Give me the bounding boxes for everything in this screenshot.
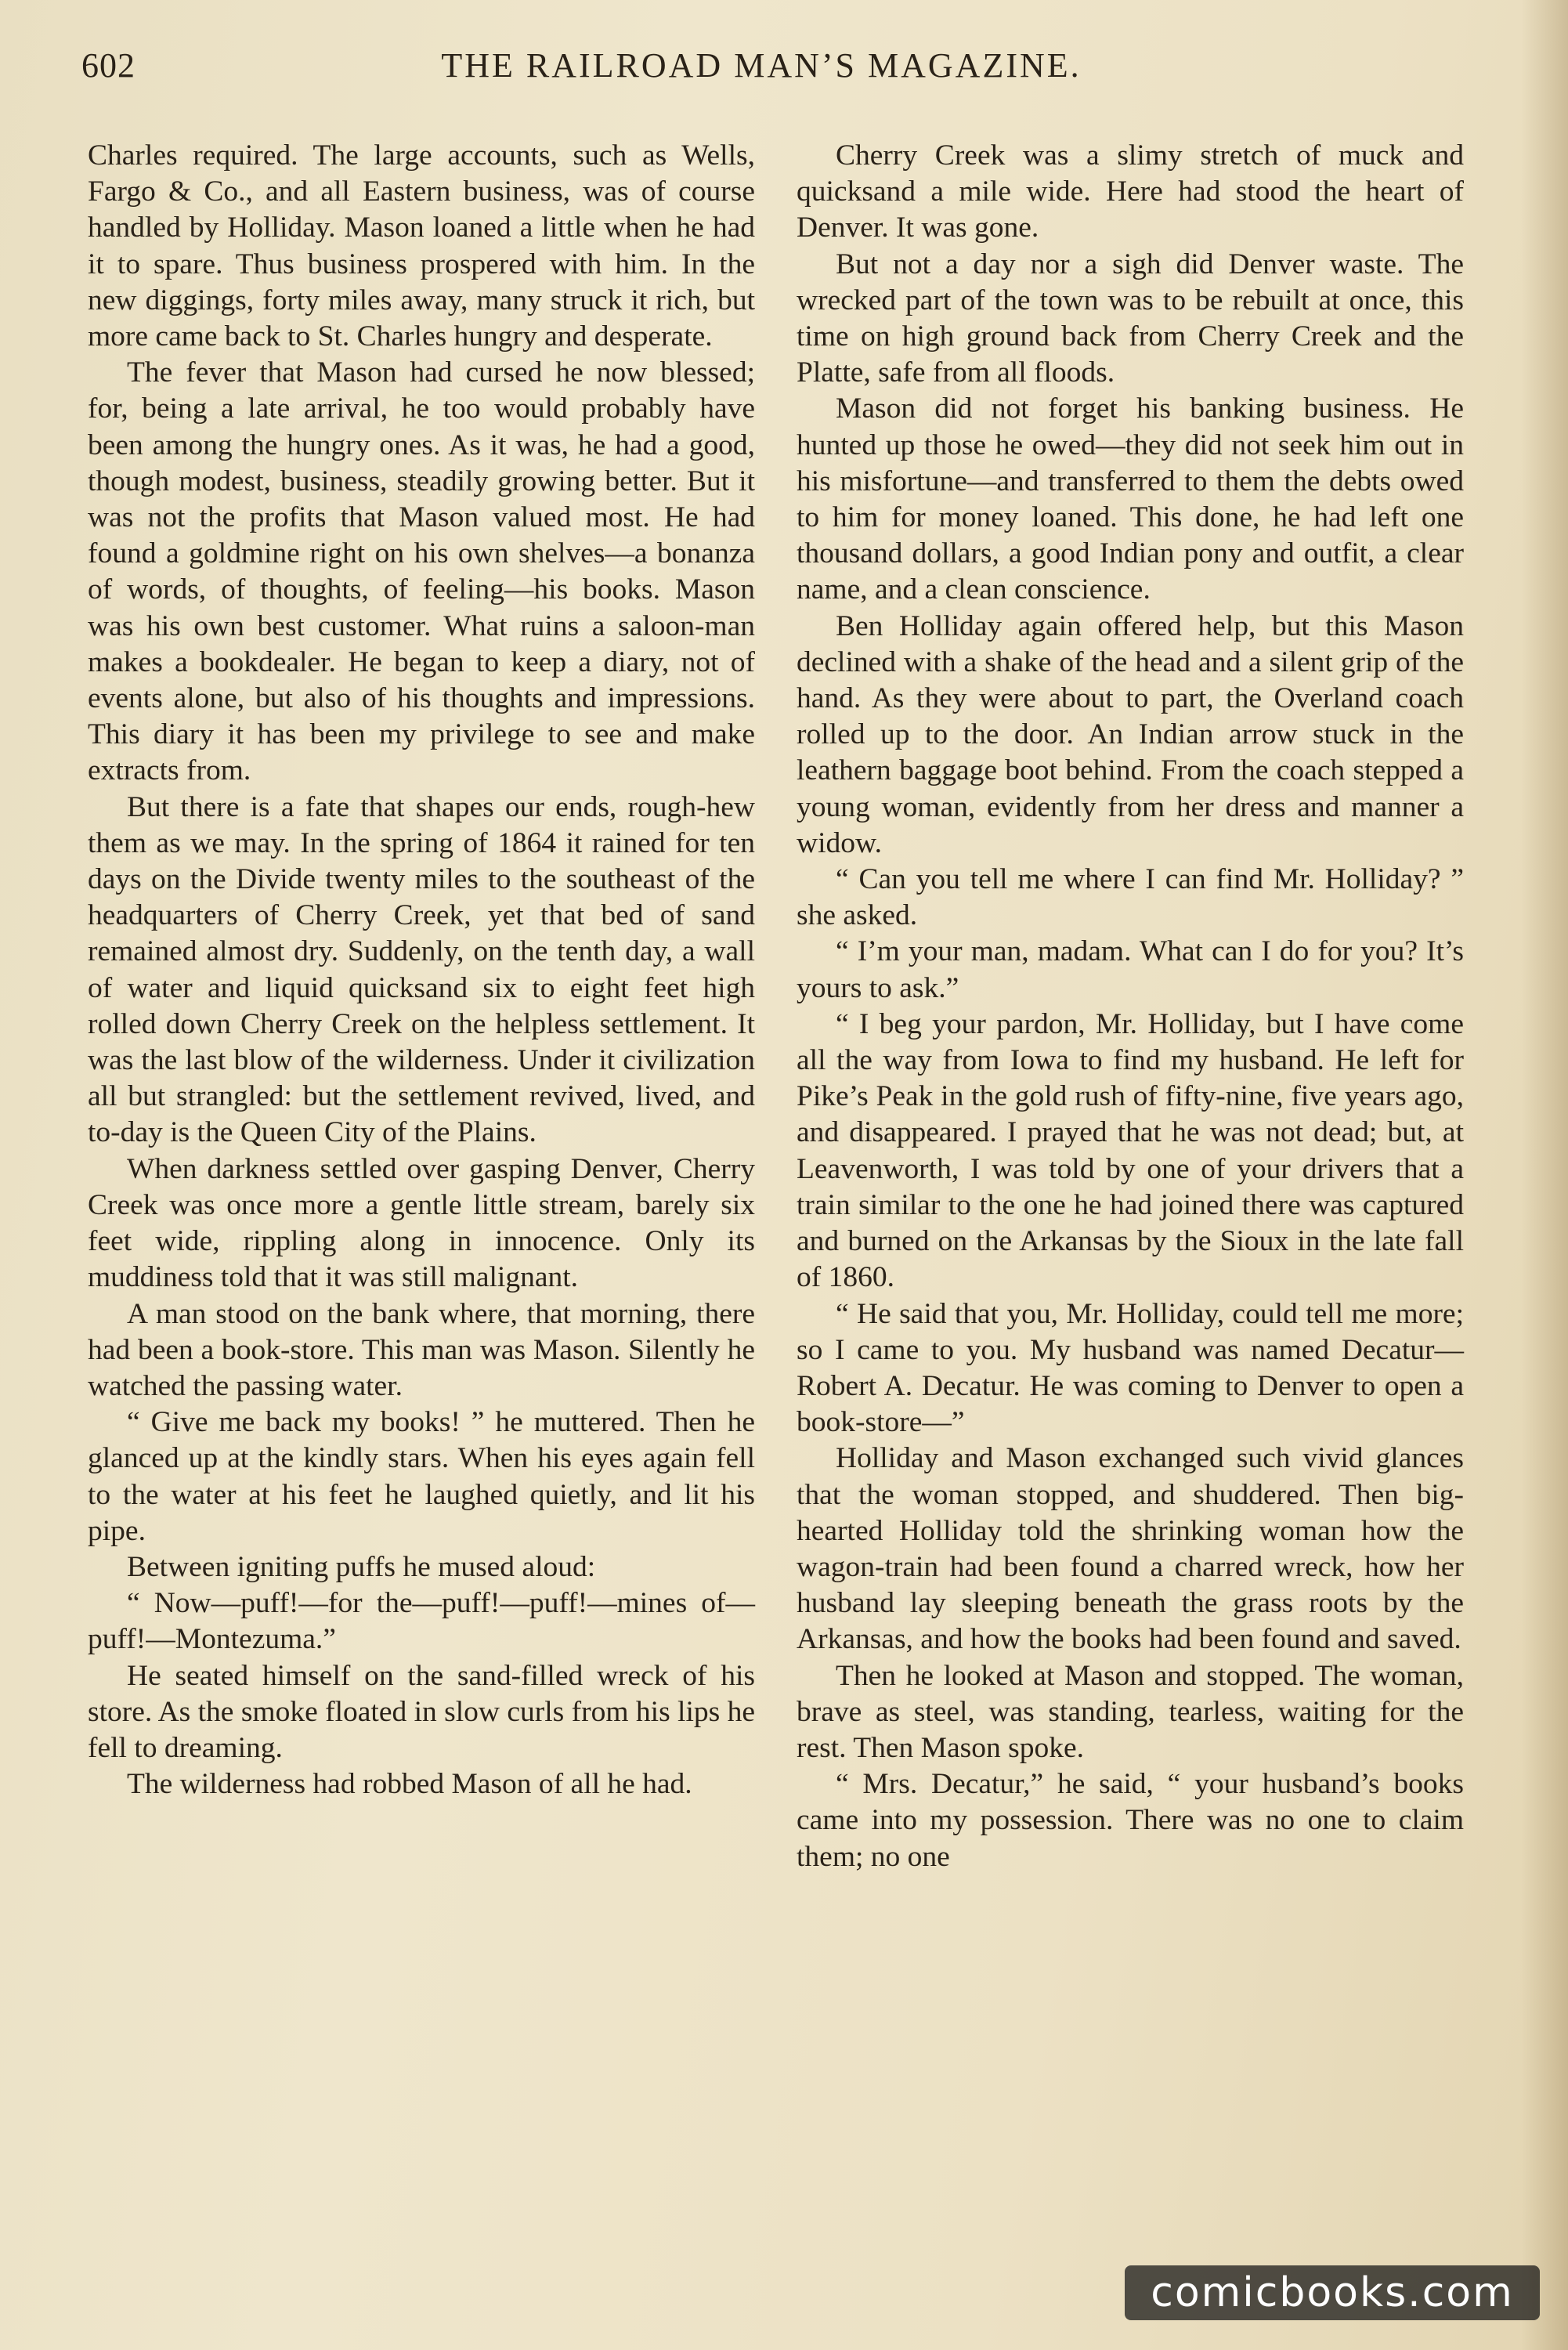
running-head: THE RAILROAD MAN’S MAGAZINE. — [441, 46, 1082, 85]
page-edge-shadow — [1521, 0, 1568, 2350]
paragraph: Ben Holliday again offered help, but this Mason declined with a shake of the head and a silent grip of the hand. As they were about to part, the Overland coach rolled up to the door. An Indian arrow stuck in the leathern baggage boot behind. From the coach stepped a young woman, evidently from her dress and manner a widow. — [797, 609, 1464, 859]
right-column — [797, 138, 1464, 1875]
paragraph: Then he looked at Mason and stopped. The woman, brave as steel, was standing, tearless, waiting for the rest. Then Mason spoke. — [797, 1659, 1464, 1764]
paragraph: “ I beg your pardon, Mr. Holliday, but I have come all the way from Iowa to find my husband. He left for Pike’s Peak in the gold rush of fifty-nine, five years ago, and disappeared. I prayed that he was not dead; but, at Leavenworth, I was told by one of your drivers that a train similar to the one he had joined there was captured and burned on the Arkansas by the Sioux in the late fall of 1860. — [797, 1007, 1464, 1294]
paragraph: “ Can you tell me where I can find Mr. Holliday? ” she asked. — [797, 863, 1464, 932]
paragraph: “ Now—puff!—for the—puff!—puff!—mines of—puff!—Montezuma.” — [88, 1587, 755, 1656]
watermark-text: comicbooks.com — [1151, 2269, 1514, 2316]
paragraph: “ Mrs. Decatur,” he said, “ your husband’s books came into my possession. There was no one to claim them; no one — [797, 1768, 1464, 1873]
paragraph: But not a day nor a sigh did Denver waste. The wrecked part of the town was to be rebuilt at once, this time on high ground back from Cherry Creek and the Platte, safe from all floods. — [797, 248, 1464, 389]
paragraph: “ Give me back my books! ” he muttered. Then he glanced up at the kindly stars. When his eyes again fell to the water at his feet he laughed quietly, and lit his pipe. — [88, 1406, 755, 1547]
paragraph: He seated himself on the sand-filled wreck of his store. As the smoke floated in slow curls from his lips he fell to dreaming. — [88, 1659, 755, 1764]
paragraph: When darkness settled over gasping Denver, Cherry Creek was once more a gentle little stream, barely six feet wide, rippling along in innocence. Only its muddiness told that it was still malignant. — [88, 1152, 755, 1294]
paragraph: Cherry Creek was a slimy stretch of muck and quicksand a mile wide. Here had stood the heart of Denver. It was gone. — [797, 139, 1464, 244]
paragraph: Mason did not forget his banking business. He hunted up those he owed—they did not seek him out in his misfortune—and transferred to them the debts owed to him for money loaned. This done, he had left one thousand dollars, a good Indian pony and outfit, a clear name, and a clean conscience. — [797, 392, 1464, 606]
paragraph: “ He said that you, Mr. Holliday, could tell me more; so I came to you. My husband was named Decatur—Robert A. Decatur. He was coming to Denver to open a book-store—” — [797, 1297, 1464, 1439]
paragraph: Charles required. The large accounts, such as Wells, Fargo & Co., and all Eastern business, was of course handled by Holliday. Mason loaned a little when he had it to spare. Thus business prospered with him. In the new diggings, forty miles away, many struck it rich, but more came back to St. Charles hungry and desperate. — [88, 139, 755, 353]
paragraph: A man stood on the bank where, that morning, there had been a book-store. This man was Mason. Silently he watched the passing water. — [88, 1297, 755, 1402]
paragraph: But there is a fate that shapes our ends, rough-hew them as we may. In the spring of 1864 it rained for ten days on the Divide twenty miles to the southeast of the headquarters of Cherry Creek, yet that bed of sand remained almost dry. Suddenly, on the tenth day, a wall of water and liquid quicksand six to eight feet high rolled down Cherry Creek on the helpless settlement. It was the last blow of the wilderness. Under it civilization all but strangled: but the settlement revived, lived, and to-day is the Queen City of the Plains. — [88, 790, 755, 1149]
paragraph: The fever that Mason had cursed he now blessed; for, being a late arrival, he too would probably have been among the hungry ones. As it was, he had a good, though modest, business, steadily growing better. But it was not the profits that Mason valued most. He had found a goldmine right on his own shelves—a bonanza of words, of thoughts, of feeling—his books. Mason was his own best customer. What ruins a saloon-man makes a bookdealer. He began to keep a diary, not of events alone, but also of his thoughts and impressions. This diary it has been my privilege to see and make extracts from. — [88, 356, 755, 787]
paragraph: The wilderness had robbed Mason of all he had. — [127, 1768, 692, 1801]
page-number: 602 — [81, 46, 135, 85]
left-column — [88, 138, 755, 1802]
paragraph: Between igniting puffs he mused aloud: — [127, 1550, 596, 1583]
paragraph: “ I’m your man, madam. What can I do for you? It’s yours to ask.” — [797, 935, 1464, 1004]
watermark-badge — [1125, 2265, 1540, 2320]
paragraph: Holliday and Mason exchanged such vivid glances that the woman stopped, and shuddered. Then big-hearted Holliday told the shrinking woman how the wagon-train had been found a charred wreck, how her husband lay sleeping beneath the grass roots by the Arkansas, and how the books had been found and saved. — [797, 1442, 1464, 1656]
page-header — [81, 45, 1488, 100]
